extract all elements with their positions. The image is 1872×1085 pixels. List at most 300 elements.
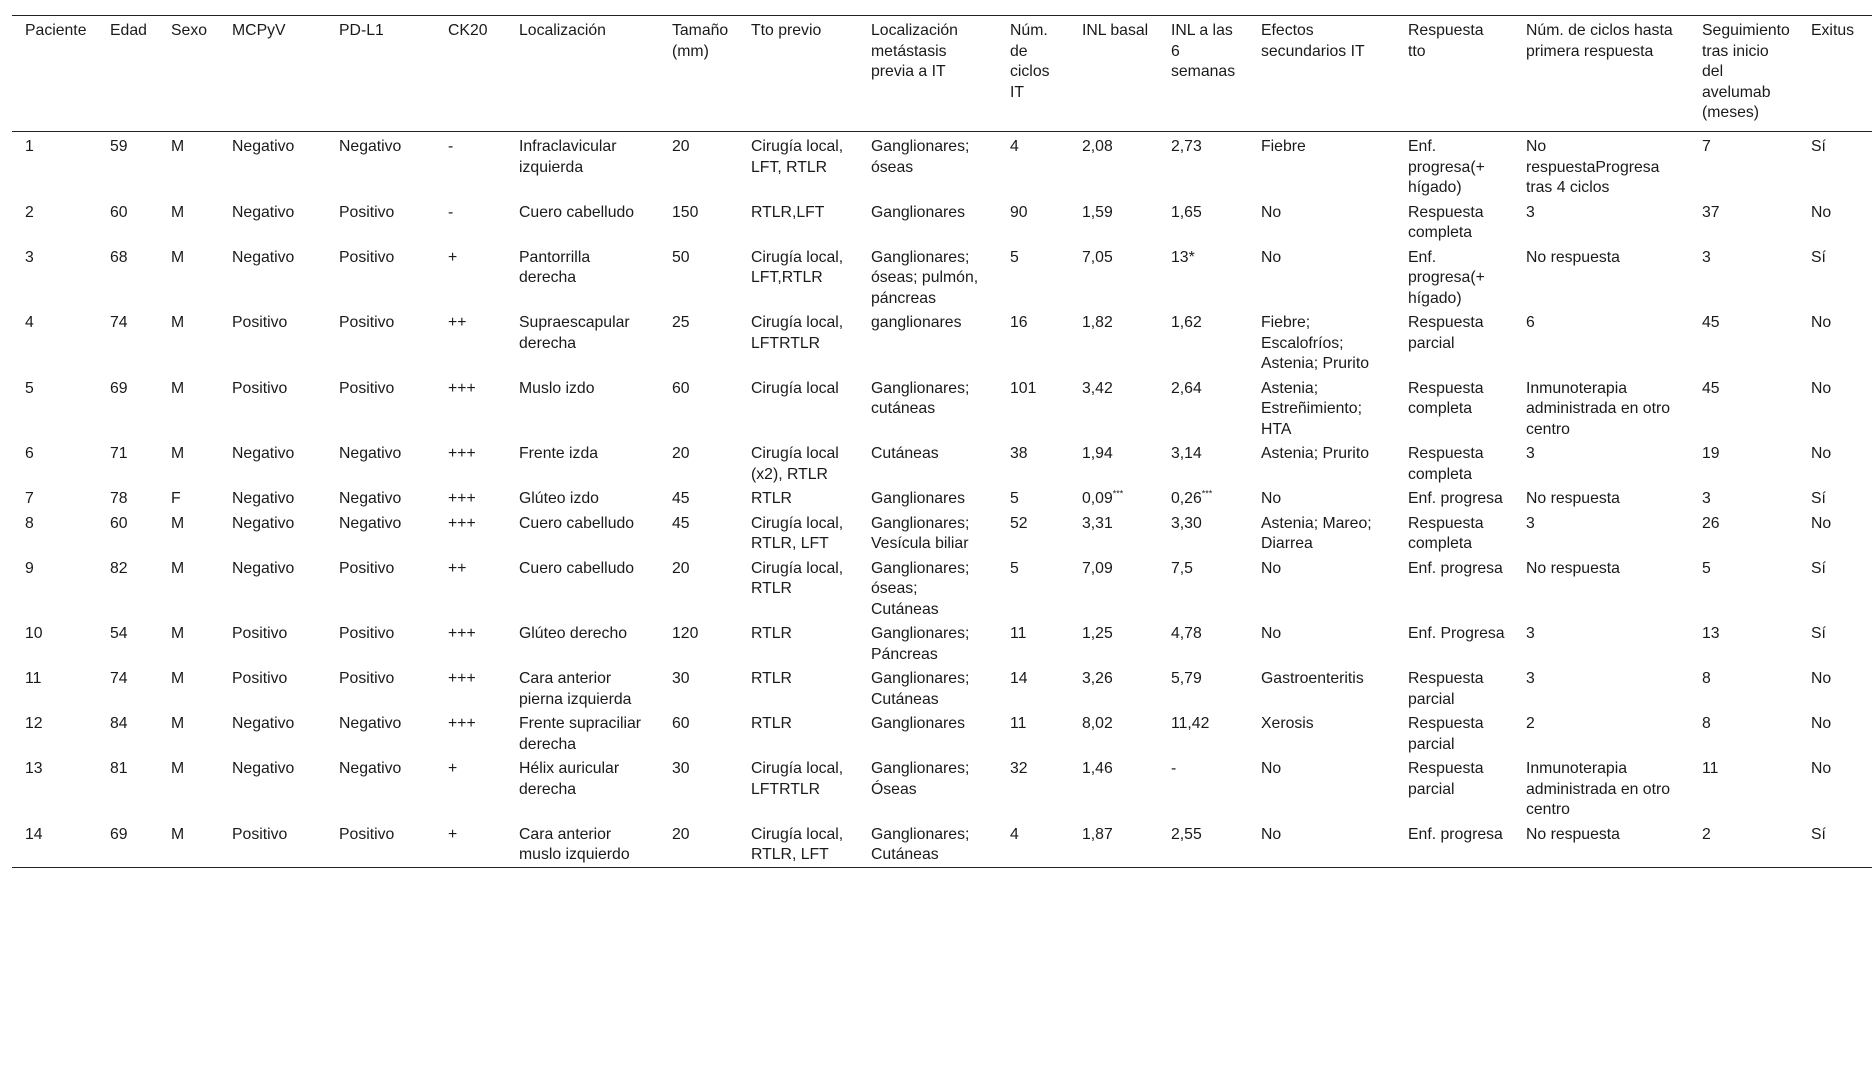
table-cell-localizacion-metastasis	[858, 711, 997, 756]
table-cell-paciente	[12, 511, 97, 556]
cell-value: No respuesta	[1526, 490, 1620, 507]
cell-value: Sí	[1811, 490, 1826, 507]
table-row	[12, 310, 1872, 376]
table-cell-inl-6-semanas	[1158, 132, 1248, 200]
table-cell-localizacion	[506, 200, 659, 245]
cell-value: No	[1811, 760, 1832, 777]
cell-value: Enf. progresa(+ hígado)	[1408, 138, 1485, 196]
cell-value: 1,94	[1082, 445, 1113, 462]
cell-value: Respuesta completa	[1408, 445, 1484, 483]
table-cell-inl-basal	[1069, 200, 1158, 245]
table-cell-respuesta-tto	[1395, 756, 1513, 822]
table-cell-ciclos-primera-respuesta	[1513, 200, 1689, 245]
cell-value: -	[448, 203, 454, 221]
table-cell-ck20	[435, 376, 506, 442]
table-row	[12, 822, 1872, 868]
table-cell-sexo	[158, 511, 219, 556]
cell-value: Hélix auricular derecha	[519, 760, 620, 798]
table-row	[12, 511, 1872, 556]
table-cell-inl-6-semanas	[1158, 666, 1248, 711]
cell-value: Cirugía local, RTLR, LFT	[751, 514, 844, 552]
cell-value: 3	[1526, 203, 1535, 221]
cell-value: 5	[1702, 559, 1711, 577]
table-cell-pd-l1	[326, 310, 435, 376]
cell-value: Negativo	[339, 445, 402, 462]
cell-value: Respuesta completa	[1408, 203, 1484, 241]
cell-value: 19	[1702, 445, 1720, 462]
cell-value: No	[1811, 670, 1832, 687]
table-cell-edad	[97, 511, 158, 556]
table-cell-num-ciclos-it	[997, 711, 1069, 756]
table-cell-sexo	[158, 245, 219, 311]
cell-value: 45	[1702, 379, 1720, 397]
table-cell-seguimiento	[1689, 556, 1798, 622]
table-cell-exitus	[1798, 486, 1872, 511]
table-row	[12, 245, 1872, 311]
table-cell-edad	[97, 666, 158, 711]
cell-value: 71	[110, 445, 128, 462]
table-cell-inl-basal	[1069, 556, 1158, 622]
column-header-efectos-secundarios: Efectos secundarios IT	[1261, 22, 1365, 60]
cell-value: M	[171, 379, 185, 397]
cell-value: Ganglionares; óseas; Cutáneas	[871, 559, 970, 618]
cell-value: 30	[672, 760, 690, 777]
table-cell-respuesta-tto	[1395, 441, 1513, 486]
cell-value: Enf. Progresa	[1408, 625, 1505, 642]
table-cell-edad	[97, 822, 158, 868]
cell-value: No respuesta	[1526, 248, 1620, 266]
cell-value: Cara anterior pierna izquierda	[519, 670, 632, 708]
table-cell-sexo	[158, 486, 219, 511]
cell-value: Ganglionares	[871, 203, 965, 221]
cell-value: RTLR	[751, 715, 792, 732]
cell-value: Positivo	[232, 625, 288, 642]
table-cell-mcpyv	[219, 245, 326, 311]
table-cell-pd-l1	[326, 822, 435, 868]
cell-value: 13*	[1171, 248, 1195, 266]
cell-value: 68	[110, 248, 128, 266]
cell-value: 4	[25, 314, 34, 331]
table-cell-ck20	[435, 132, 506, 200]
table-cell-paciente	[12, 556, 97, 622]
cell-value: M	[171, 514, 185, 532]
cell-value: 45	[1702, 314, 1720, 331]
table-cell-paciente	[12, 666, 97, 711]
cell-value: 3,30	[1171, 514, 1202, 532]
cell-value: No	[1811, 445, 1832, 462]
cell-value: 5	[25, 379, 34, 397]
cell-value: 3	[1702, 248, 1711, 266]
cell-value: 45	[672, 514, 690, 532]
table-cell-mcpyv	[219, 441, 326, 486]
cell-value: 120	[672, 625, 699, 642]
table-cell-tto-previo	[738, 756, 858, 822]
table-cell-localizacion	[506, 711, 659, 756]
cell-value: No	[1261, 490, 1282, 507]
cell-value: 150	[672, 203, 699, 221]
cell-value: Ganglionares; óseas; pulmón, páncreas	[871, 248, 979, 307]
table-cell-inl-6-semanas	[1158, 621, 1248, 666]
table-cell-sexo	[158, 822, 219, 868]
table-cell-num-ciclos-it	[997, 132, 1069, 200]
cell-value: Respuesta completa	[1408, 379, 1484, 417]
table-cell-localizacion-metastasis	[858, 245, 997, 311]
column-header-pd-l1: PD-L1	[339, 22, 384, 39]
table-cell-sexo	[158, 200, 219, 245]
column-header-tamano: Tamaño (mm)	[672, 22, 729, 60]
table-cell-inl-6-semanas	[1158, 822, 1248, 868]
cell-value: Positivo	[339, 248, 395, 266]
cell-value: No respuesta	[1526, 825, 1620, 843]
cell-value: Cuero cabelludo	[519, 203, 635, 221]
table-cell-respuesta-tto	[1395, 376, 1513, 442]
cell-value: 11	[25, 670, 42, 687]
table-cell-inl-6-semanas	[1158, 756, 1248, 822]
table-cell-localizacion	[506, 511, 659, 556]
table-cell-sexo	[158, 310, 219, 376]
table-cell-paciente	[12, 822, 97, 868]
column-header-seguimiento: Seguimiento tras inicio del avelumab (meses)	[1702, 22, 1790, 121]
table-cell-localizacion-metastasis	[858, 666, 997, 711]
cell-value: 32	[1010, 760, 1028, 777]
cell-value: 2	[25, 203, 34, 221]
cell-value: +++	[448, 715, 476, 732]
table-cell-inl-basal	[1069, 486, 1158, 511]
table-cell-seguimiento	[1689, 376, 1798, 442]
table-cell-mcpyv	[219, 310, 326, 376]
cell-value: 30	[672, 670, 690, 687]
table-cell-mcpyv	[219, 556, 326, 622]
cell-value: 74	[110, 314, 128, 331]
table-cell-pd-l1	[326, 711, 435, 756]
table-cell-pd-l1	[326, 511, 435, 556]
cell-value: Positivo	[232, 825, 288, 843]
table-cell-tto-previo	[738, 441, 858, 486]
cell-value: Infraclavicular izquierda	[519, 138, 617, 176]
table-cell-respuesta-tto	[1395, 511, 1513, 556]
table-cell-inl-basal	[1069, 621, 1158, 666]
table-cell-edad	[97, 441, 158, 486]
table-cell-localizacion	[506, 756, 659, 822]
cell-value: 1,46	[1082, 760, 1113, 777]
cell-value: Positivo	[339, 314, 395, 331]
cell-value: Cirugía local, RTLR	[751, 559, 844, 597]
table-cell-efectos-secundarios	[1248, 621, 1395, 666]
cell-value: Positivo	[232, 670, 288, 687]
cell-value: Negativo	[339, 715, 402, 732]
cell-value: Cuero cabelludo	[519, 514, 635, 532]
cell-value: +++	[448, 379, 476, 397]
table-cell-respuesta-tto	[1395, 621, 1513, 666]
table-cell-ck20	[435, 556, 506, 622]
table-cell-sexo	[158, 376, 219, 442]
cell-value: 4,78	[1171, 625, 1202, 642]
cell-value: 13	[1702, 625, 1720, 642]
cell-value: 11	[1702, 760, 1719, 777]
cell-value: -	[1171, 760, 1177, 777]
table-cell-pd-l1	[326, 556, 435, 622]
cell-value: 0,09	[1082, 490, 1113, 507]
cell-value: M	[171, 248, 185, 266]
cell-value: Positivo	[339, 379, 395, 397]
column-header-inl-basal: INL basal	[1082, 22, 1149, 39]
cell-value: 4	[1010, 825, 1019, 843]
table-cell-respuesta-tto	[1395, 200, 1513, 245]
table-cell-paciente	[12, 711, 97, 756]
cell-value: ganglionares	[871, 314, 962, 331]
table-cell-seguimiento	[1689, 621, 1798, 666]
cell-value: Negativo	[232, 138, 295, 155]
cell-value: Inmunoterapia administrada en otro centro	[1526, 760, 1671, 818]
table-cell-inl-basal	[1069, 245, 1158, 311]
cell-value: 3	[25, 248, 34, 266]
cell-value: Xerosis	[1261, 715, 1314, 732]
cell-value: 11	[1010, 715, 1027, 732]
cell-value: 3,42	[1082, 379, 1113, 397]
table-cell-tto-previo	[738, 310, 858, 376]
cell-value: Respuesta parcial	[1408, 314, 1484, 352]
cell-value: M	[171, 760, 185, 777]
cell-value: 3	[1526, 514, 1535, 532]
table-row	[12, 132, 1872, 200]
cell-value: 60	[110, 203, 128, 221]
cell-value: 6	[1526, 314, 1535, 331]
table-cell-localizacion	[506, 376, 659, 442]
table-cell-inl-basal	[1069, 310, 1158, 376]
cell-value: No respuesta	[1526, 559, 1620, 577]
cell-value: 7	[25, 490, 34, 507]
cell-value: 8	[1702, 715, 1711, 732]
table-cell-inl-6-semanas	[1158, 200, 1248, 245]
table-cell-pd-l1	[326, 756, 435, 822]
table-cell-edad	[97, 756, 158, 822]
cell-value: Cirugía local, LFT, RTLR	[751, 138, 844, 176]
table-cell-tamano	[659, 245, 738, 311]
table-cell-mcpyv	[219, 200, 326, 245]
cell-value: Glúteo derecho	[519, 625, 628, 642]
table-cell-ck20	[435, 756, 506, 822]
cell-value: +++	[448, 625, 476, 642]
table-cell-num-ciclos-it	[997, 441, 1069, 486]
cell-value: Positivo	[339, 825, 395, 843]
table-row	[12, 441, 1872, 486]
cell-value: Negativo	[232, 203, 295, 221]
table-cell-localizacion	[506, 822, 659, 868]
table-cell-pd-l1	[326, 666, 435, 711]
table-cell-ciclos-primera-respuesta	[1513, 511, 1689, 556]
cell-value: Sí	[1811, 138, 1826, 155]
cell-value: Cuero cabelludo	[519, 559, 635, 577]
table-cell-localizacion	[506, 245, 659, 311]
column-header-num-ciclos-it: Núm. de ciclos IT	[1010, 22, 1050, 101]
cell-value: Respuesta parcial	[1408, 670, 1484, 708]
cell-value: 2	[1526, 715, 1535, 732]
cell-value: 3	[1702, 490, 1711, 507]
table-cell-exitus	[1798, 200, 1872, 245]
cell-value: Pantorrilla derecha	[519, 248, 591, 286]
table-row	[12, 666, 1872, 711]
cell-value: 5	[1010, 490, 1019, 507]
table-cell-ciclos-primera-respuesta	[1513, 486, 1689, 511]
cell-value: Ganglionares; óseas	[871, 138, 970, 176]
table-cell-tto-previo	[738, 556, 858, 622]
cell-value: 8,02	[1082, 715, 1113, 732]
table-cell-paciente	[12, 441, 97, 486]
table-cell-tto-previo	[738, 822, 858, 868]
cell-value: 69	[110, 379, 128, 397]
table-cell-mcpyv	[219, 666, 326, 711]
table-cell-tamano	[659, 376, 738, 442]
table-cell-tamano	[659, 132, 738, 200]
cell-value: Sí	[1811, 248, 1826, 266]
cell-value: Cirugía local, LFTRTLR	[751, 314, 844, 352]
column-header-respuesta-tto: Respuesta tto	[1408, 22, 1484, 60]
cell-value: Positivo	[339, 670, 395, 687]
table-cell-seguimiento	[1689, 511, 1798, 556]
table-cell-num-ciclos-it	[997, 666, 1069, 711]
cell-value: Negativo	[232, 559, 295, 577]
table-cell-paciente	[12, 376, 97, 442]
cell-value: Respuesta parcial	[1408, 760, 1484, 798]
table-cell-ck20	[435, 711, 506, 756]
table-cell-sexo	[158, 711, 219, 756]
table-cell-tto-previo	[738, 711, 858, 756]
table-cell-tto-previo	[738, 376, 858, 442]
table-cell-paciente	[12, 310, 97, 376]
cell-value: 7	[1702, 138, 1711, 155]
table-cell-paciente	[12, 486, 97, 511]
table-cell-respuesta-tto	[1395, 666, 1513, 711]
cell-value: M	[171, 138, 185, 155]
cell-value: Ganglionares	[871, 490, 965, 507]
table-cell-inl-basal	[1069, 822, 1158, 868]
table-cell-respuesta-tto	[1395, 711, 1513, 756]
cell-value: 101	[1010, 379, 1037, 397]
cell-value: Negativo	[232, 445, 295, 462]
table-cell-edad	[97, 711, 158, 756]
table-cell-ck20	[435, 245, 506, 311]
table-cell-efectos-secundarios	[1248, 756, 1395, 822]
table-cell-efectos-secundarios	[1248, 310, 1395, 376]
table-cell-exitus	[1798, 711, 1872, 756]
cell-value: +	[448, 248, 458, 266]
table-cell-seguimiento	[1689, 486, 1798, 511]
table-cell-efectos-secundarios	[1248, 441, 1395, 486]
table-cell-tamano	[659, 200, 738, 245]
table-cell-efectos-secundarios	[1248, 666, 1395, 711]
table-cell-localizacion	[506, 556, 659, 622]
table-cell-paciente	[12, 132, 97, 200]
column-header-paciente: Paciente	[25, 22, 87, 39]
column-header-edad: Edad	[110, 22, 147, 39]
cell-value: 2,73	[1171, 138, 1202, 155]
table-cell-pd-l1	[326, 245, 435, 311]
table-cell-efectos-secundarios	[1248, 376, 1395, 442]
cell-value: 3	[1526, 625, 1535, 642]
cell-value: 5	[1010, 248, 1019, 266]
column-header-localizacion-metastasis: Localización metástasis previa a IT	[871, 22, 958, 80]
cell-value: Ganglionares; Páncreas	[871, 625, 970, 663]
table-cell-ciclos-primera-respuesta	[1513, 132, 1689, 200]
cell-value: M	[171, 825, 185, 843]
cell-value: 3,26	[1082, 670, 1113, 687]
table-cell-sexo	[158, 666, 219, 711]
table-cell-exitus	[1798, 822, 1872, 868]
cell-value: Respuesta parcial	[1408, 715, 1484, 753]
cell-value: No	[1811, 514, 1832, 532]
table-cell-paciente	[12, 621, 97, 666]
cell-value: Supraescapular derecha	[519, 314, 630, 352]
table-cell-edad	[97, 621, 158, 666]
cell-value: M	[171, 314, 185, 331]
table-cell-localizacion-metastasis	[858, 621, 997, 666]
cell-value: 38	[1010, 445, 1028, 462]
cell-value: Negativo	[232, 248, 295, 266]
cell-value: 20	[672, 445, 690, 462]
cell-value: Sí	[1811, 625, 1826, 642]
cell-value: 69	[110, 825, 128, 843]
table-cell-seguimiento	[1689, 666, 1798, 711]
table-cell-respuesta-tto	[1395, 822, 1513, 868]
cell-value: 7,09	[1082, 559, 1113, 577]
cell-value: Positivo	[339, 625, 395, 642]
cell-value: M	[171, 670, 185, 687]
table-cell-inl-6-semanas	[1158, 310, 1248, 376]
table-cell-inl-6-semanas	[1158, 376, 1248, 442]
column-header-ciclos-primera-respuesta: Núm. de ciclos hasta primera respuesta	[1526, 22, 1673, 60]
table-cell-num-ciclos-it	[997, 556, 1069, 622]
table-cell-num-ciclos-it	[997, 756, 1069, 822]
table-cell-mcpyv	[219, 621, 326, 666]
cell-value: F	[171, 490, 181, 507]
cell-value: 90	[1010, 203, 1028, 221]
cell-value: 5	[1010, 559, 1019, 577]
cell-value: 25	[672, 314, 690, 331]
table-cell-sexo	[158, 132, 219, 200]
table-cell-localizacion-metastasis	[858, 200, 997, 245]
cell-value: 50	[672, 248, 690, 266]
cell-value: Ganglionares; Cutáneas	[871, 670, 970, 708]
cell-value: +++	[448, 490, 476, 507]
cell-value: Negativo	[232, 514, 295, 532]
table-cell-edad	[97, 200, 158, 245]
table-cell-exitus	[1798, 511, 1872, 556]
cell-value: Fiebre; Escalofríos; Astenia; Prurito	[1261, 314, 1369, 372]
cell-value: Cirugía local, LFT,RTLR	[751, 248, 844, 286]
column-header-sexo: Sexo	[171, 22, 208, 39]
table-cell-inl-basal	[1069, 756, 1158, 822]
cell-value: Negativo	[232, 760, 295, 777]
table-cell-sexo	[158, 621, 219, 666]
table-cell-inl-6-semanas	[1158, 441, 1248, 486]
cell-value: No	[1811, 379, 1832, 397]
cell-value: 16	[1010, 314, 1028, 331]
table-cell-exitus	[1798, 310, 1872, 376]
patients-table	[12, 15, 1872, 868]
table-row	[12, 711, 1872, 756]
table-cell-seguimiento	[1689, 132, 1798, 200]
table-cell-ck20	[435, 666, 506, 711]
table-cell-num-ciclos-it	[997, 621, 1069, 666]
cell-value: 2,55	[1171, 825, 1202, 843]
cell-value: 9	[25, 559, 34, 577]
table-cell-localizacion-metastasis	[858, 756, 997, 822]
cell-value: +++	[448, 514, 476, 532]
table-cell-localizacion-metastasis	[858, 511, 997, 556]
table-cell-num-ciclos-it	[997, 310, 1069, 376]
cell-value: Ganglionares; Cutáneas	[871, 825, 970, 863]
table-cell-seguimiento	[1689, 200, 1798, 245]
